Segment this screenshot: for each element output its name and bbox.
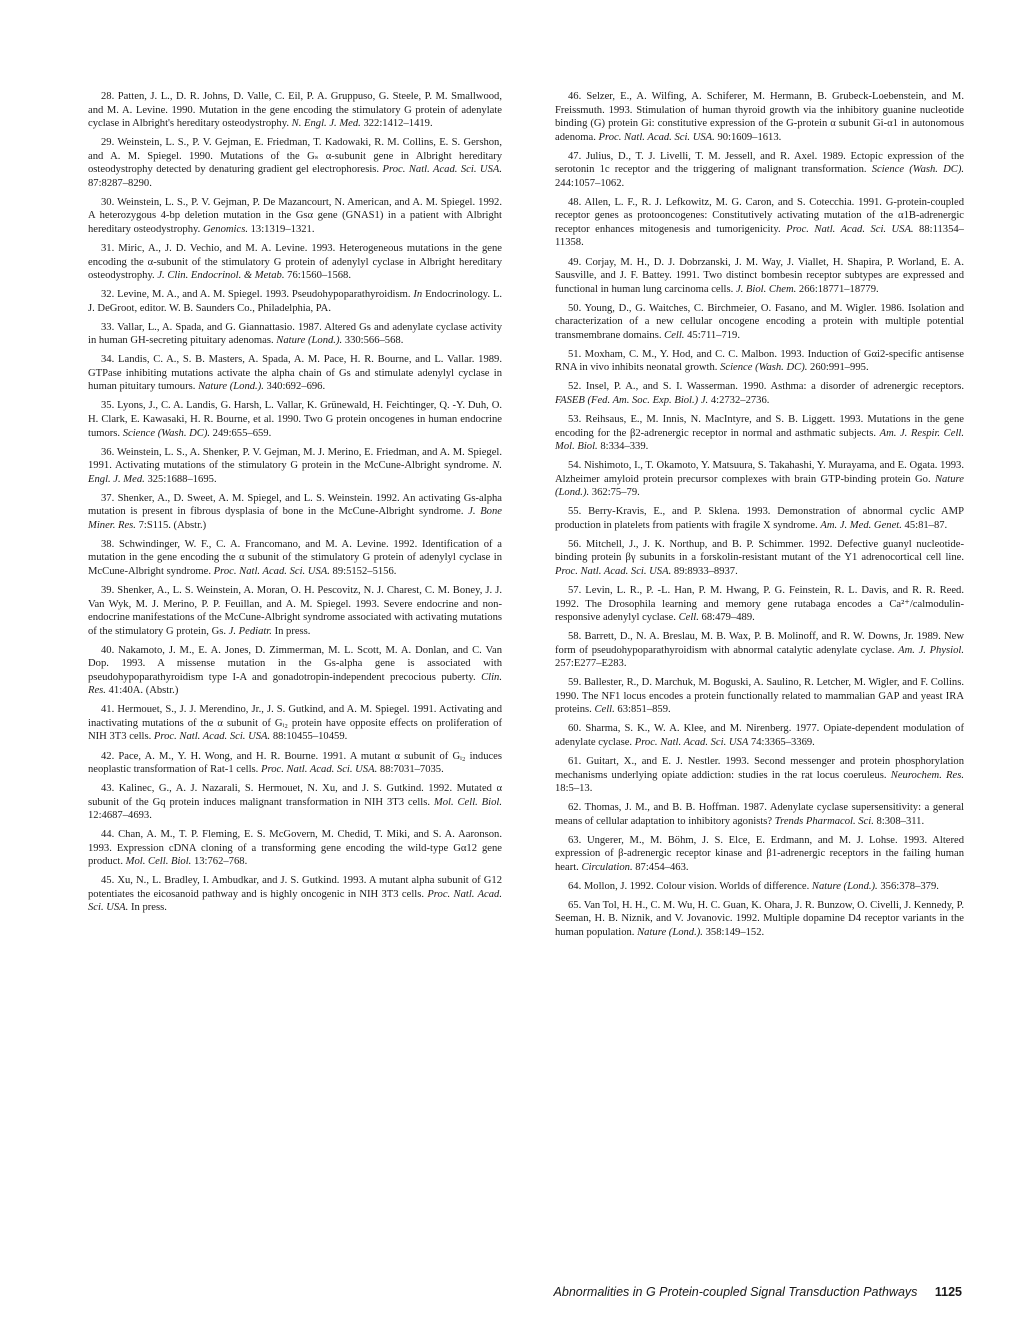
reference-citation: 88:10455–10459. bbox=[272, 731, 348, 743]
reference-number: 63 bbox=[568, 834, 579, 846]
reference-number: 41 bbox=[101, 704, 112, 716]
reference-journal: Proc. Natl. Acad. Sci. USA. bbox=[598, 131, 715, 143]
reference-citation: 90:1609–1613. bbox=[717, 131, 782, 143]
reference-citation: In press. bbox=[130, 902, 167, 914]
reference-citation: 87:454–463. bbox=[635, 861, 689, 873]
reference-entry: 32. Levine, M. A., and A. M. Spiegel. 1993. Pseudohypoparathyroidism. In Endocrinology. L. J. DeGroot, editor. W. B. Saunders Co., Philadelphia, PA. bbox=[88, 289, 502, 314]
reference-number: 33 bbox=[101, 321, 112, 333]
reference-citation: 330:566–568. bbox=[344, 335, 404, 347]
reference-number: 50 bbox=[568, 302, 579, 314]
reference-entry: 28. Patten, J. L., D. R. Johns, D. Valle, C. Eil, P. A. Gruppuso, G. Steele, P. M. Smallwood, and M. A. Levine. 1990. Mutation in the gene encoding the stimulatory G protein of adenylate cyclase in Albright's hereditary osteodystrophy. N. Engl. J. Med. 322:1412–1419. bbox=[88, 91, 502, 130]
reference-citation: 244:1057–1062. bbox=[555, 177, 625, 189]
reference-text: Ballester, R., D. Marchuk, M. Boguski, A. Saulino, R. Letcher, M. Wigler, and F. Collins. 1990. The NF1 locus encodes a protein functionally related to mammalian GAP and yeast IRA proteins. bbox=[555, 677, 965, 716]
reference-journal: Proc. Natl. Acad. Sci. USA. bbox=[555, 565, 672, 577]
reference-text: Barrett, D., N. A. Breslau, M. B. Wax, P. B. Molinoff, and R. W. Downs, Jr. 1989. New form of pseudohypoparathyroidism with abnormal catalytic adenylate cyclase. bbox=[555, 631, 964, 656]
reference-journal: Nature (Lond.). bbox=[637, 927, 703, 939]
reference-text: Young, D., G. Waitches, C. Birchmeier, O. Fasano, and M. Wigler. 1986. Isolation and characterization of a new cellular oncogene encoding a protein with multiple potential transmembrane domains. bbox=[555, 302, 964, 341]
reference-entry: 58. Barrett, D., N. A. Breslau, M. B. Wax, P. B. Molinoff, and R. W. Downs, Jr. 1989. New form of pseudohypoparathyroidism with abnormal catalytic adenylate cyclase. Am. J. Physiol. 257:E277–E283. bbox=[555, 631, 964, 670]
reference-text: Weinstein, L. S., P. V. Gejman, E. Friedman, T. Kadowaki, R. M. Collins, E. S. Gershon, and A. M. Spiegel. 1990. Mutations of the Gₛ α-subunit gene in Albright hereditary osteodystrophy detected by denaturing gradient gel electrophoresis. bbox=[88, 137, 502, 176]
reference-journal: N. Engl. J. Med. bbox=[88, 460, 502, 485]
reference-journal: Proc. Natl. Acad. Sci. USA. bbox=[153, 731, 271, 743]
reference-entry: 53. Reihsaus, E., M. Innis, N. MacIntyre, and S. B. Liggett. 1993. Mutations in the gene encoding for the β2-adrenergic receptor in normal and asthmatic subjects. Am. J. Respir. Cell. Mol. Biol. 8:334–339. bbox=[555, 413, 965, 453]
reference-text: Insel, P. A., and S. I. Wasserman. 1990. Asthma: a disorder of adrenergic receptors. bbox=[585, 381, 964, 393]
reference-citation: Endocrinology. L. J. DeGroot, editor. W. B. Saunders Co., Philadelphia, PA. bbox=[88, 289, 502, 314]
reference-journal: Proc. Natl. Acad. Sci. USA bbox=[634, 736, 749, 748]
reference-journal: Cell. bbox=[594, 704, 615, 716]
reference-journal: Science (Wash. DC). bbox=[122, 427, 211, 439]
reference-number: 61 bbox=[568, 756, 579, 768]
reference-entry: 44. Chan, A. M., T. P. Fleming, E. S. McGovern, M. Chedid, T. Miki, and S. A. Aaronson. 1993. Expression cDNA cloning of a transforming gene encoding the wild-type Gα12 gene product. Mol. Cell. Biol. 13:762–768. bbox=[88, 829, 502, 868]
reference-journal: Cell. bbox=[664, 329, 685, 341]
reference-entry: 39. Shenker, A., L. S. Weinstein, A. Moran, O. H. Pescovitz, N. J. Charest, C. M. Boney, J. J. Van Wyk, M. J. Merino, P. P. Feuillan, and A. M. Spiegel. 1993. Severe endocrine and non-endocrine manifestations of the McCune-Albright syndrome associated with activating mutations of the stimulatory G protein, Gs. J. Pediatr. In press. bbox=[88, 585, 502, 637]
reference-citation: 74:3365–3369. bbox=[750, 736, 815, 748]
reference-entry: 57. Levin, L. R., P. -L. Han, P. M. Hwang, P. G. Feinstein, R. L. Davis, and R. R. Reed. 1992. The Drosophila learning and memory gene rutabaga encodes a Ca²⁺/calmodulin-responsive adenylyl cyclase. Cell. 68:479–489. bbox=[555, 585, 964, 624]
reference-text: Lyons, J., C. A. Landis, G. Harsh, L. Vallar, K. Grünewald, H. Feichtinger, Q. -Y. Duh, O. H. Clark, E. Kawasaki, H. R. Bourne, et al. 1990. Two G protein oncogenes in human endocrine tumors. bbox=[88, 400, 502, 439]
reference-text: Van Tol, H. H., C. M. Wu, H. C. Guan, K. Ohara, J. R. Bunzow, O. Civelli, J. Kennedy, P. Seeman, H. B. Niznik, and V. Jovanovic. 1992. Multiple dopamine D4 receptor variants in the human population. bbox=[555, 899, 964, 939]
reference-number: 36 bbox=[101, 446, 112, 458]
reference-number: 39 bbox=[101, 585, 112, 596]
reference-entry: 41. Hermouet, S., J. J. Merendino, Jr., J. S. Gutkind, and A. M. Spiegel. 1991. Activating and inactivating mutations of the α subunit of Gᵢ₂ protein have opposite effects on proliferation of NIH 3T3 cells. Proc. Natl. Acad. Sci. USA. 88:10455–10459. bbox=[88, 704, 502, 743]
reference-journal: Science (Wash. DC). bbox=[871, 164, 965, 176]
reference-number: 48 bbox=[568, 196, 579, 208]
reference-journal: Nature (Lond.). bbox=[198, 381, 264, 393]
reference-citation: In press. bbox=[274, 625, 311, 637]
reference-journal: Mol. Cell. Biol. bbox=[433, 796, 502, 808]
page-number: 1125 bbox=[934, 1285, 962, 1299]
reference-text: Kalinec, G., A. J. Nazarali, S. Hermouet, N. Xu, and J. S. Gutkind. 1992. Mutated α subunit of the Gq protein induces malignant transformation in NIH 3T3 cells. bbox=[88, 783, 502, 808]
reference-entry: 46. Selzer, E., A. Wilfing, A. Schiferer, M. Hermann, B. Grubeck-Loebenstein, and M. Freissmuth. 1993. Stimulation of human thyroid growth via the inhibitory guanine nucleotide binding (G) protein Gi: constitutive expression of the G-protein α subunit Gi-α1 in autonomous adenoma. Proc. Natl. Acad. Sci. USA. 90:1609–1613. bbox=[555, 91, 964, 143]
reference-journal: Nature (Lond.). bbox=[276, 335, 343, 347]
reference-column-right bbox=[555, 90, 964, 945]
reference-entry: 30. Weinstein, L. S., P. V. Gejman, P. De Mazancourt, N. American, and A. M. Spiegel. 1992. A heterozygous 4-bp deletion mutation in the Gsα gene (GNAS1) in a patient with Albright hereditary osteodystrophy. Genomics. 13:1319–1321. bbox=[88, 196, 502, 235]
running-footer-title: Abnormalities in G Protein-coupled Signal Transduction Pathways bbox=[553, 1285, 918, 1299]
reference-number: 47 bbox=[568, 150, 579, 162]
reference-journal: J. Clin. Endocrinol. & Metab. bbox=[157, 270, 285, 282]
reference-citation: 63:851–859. bbox=[617, 704, 671, 716]
reference-journal: Cell. bbox=[678, 612, 699, 624]
reference-number: 35 bbox=[101, 400, 112, 412]
reference-entry: 29. Weinstein, L. S., P. V. Gejman, E. Friedman, T. Kadowaki, R. M. Collins, E. S. Gershon, and A. M. Spiegel. 1990. Mutations of the Gₛ α-subunit gene in Albright hereditary osteodystrophy detected by denaturing gradient gel electrophoresis. Proc. Natl. Acad. Sci. USA. 87:8287–8290. bbox=[88, 137, 502, 189]
reference-entry: 34. Landis, C. A., S. B. Masters, A. Spada, A. M. Pace, H. R. Bourne, and L. Vallar. 1989. GTPase inhibiting mutations activate the alpha chain of Gs and stimulate adenylyl cyclase in human pituitary tumours. Nature (Lond.). 340:692–696. bbox=[88, 354, 502, 393]
reference-journal: J. Bone Miner. Res. bbox=[88, 506, 502, 531]
reference-number: 65 bbox=[568, 899, 579, 911]
reference-entry: 35. Lyons, J., C. A. Landis, G. Harsh, L. Vallar, K. Grünewald, H. Feichtinger, Q. -Y. Duh, O. H. Clark, E. Kawasaki, H. R. Bourne, et al. 1990. Two G protein oncogenes in human endocrine tumors. Science (Wash. DC). 249:655–659. bbox=[88, 400, 502, 439]
page-footer bbox=[554, 1285, 962, 1299]
reference-entry: 56. Mitchell, J., J. K. Northup, and B. P. Schimmer. 1992. Defective guanyl nucleotide-binding protein βγ subunits in a forskolin-resistant mutant of the Y1 adrenocortical cell line. Proc. Natl. Acad. Sci. USA. 89:8933–8937. bbox=[555, 538, 965, 577]
reference-entry: 33. Vallar, L., A. Spada, and G. Giannattasio. 1987. Altered Gs and adenylate cyclase activity in human GH-secreting pituitary adenomas. Nature (Lond.). 330:566–568. bbox=[88, 321, 502, 347]
reference-entry: 63. Ungerer, M., M. Böhm, J. S. Elce, E. Erdmann, and M. J. Lohse. 1993. Altered expression of β-adrenergic receptor kinase and β1-adrenergic receptors in the failing human heart. Circulation. 87:454–463. bbox=[555, 834, 964, 873]
reference-column-left bbox=[88, 90, 502, 921]
reference-entry: 59. Ballester, R., D. Marchuk, M. Boguski, A. Saulino, R. Letcher, M. Wigler, and F. Collins. 1990. The NF1 locus encodes a protein functionally related to mammalian GAP and yeast IRA proteins. Cell. 63:851–859. bbox=[555, 677, 965, 716]
reference-text: Mitchell, J., J. K. Northup, and B. P. Schimmer. 1992. Defective guanyl nucleotide-binding protein βγ subunits in a forskolin-resistant mutant of the Y1 adrenocortical cell line. bbox=[555, 538, 965, 564]
reference-citation: 340:692–696. bbox=[266, 381, 326, 393]
reference-entry: 62. Thomas, J. M., and B. B. Hoffman. 1987. Adenylate cyclase supersensitivity: a general means of cellular adaptation to inhibitory agonists? Trends Pharmacol. Sci. 8:308–311. bbox=[555, 802, 964, 827]
reference-citation: 266:18771–18779. bbox=[798, 283, 879, 295]
reference-entry: 45. Xu, N., L. Bradley, I. Ambudkar, and J. S. Gutkind. 1993. A mutant alpha subunit of G12 potentiates the eicosanoid pathway and is highly oncogenic in NIH 3T3 cells. Proc. Natl. Acad. Sci. USA. In press. bbox=[88, 875, 502, 914]
reference-text: Shenker, A., D. Sweet, A. M. Spiegel, and L. S. Weinstein. 1992. An activating Gs-alpha mutation is present in fibrous dysplasia of bone in the McCune-Albright syndrome. bbox=[88, 492, 502, 518]
reference-text: Weinstein, L. S., P. V. Gejman, P. De Mazancourt, N. American, and A. M. Spiegel. 1992. A heterozygous 4-bp deletion mutation in the Gsα gene (GNAS1) in a patient with Albright hereditary osteodystrophy. bbox=[88, 196, 502, 235]
reference-journal: In bbox=[413, 289, 423, 301]
reference-journal: Proc. Natl. Acad. Sci. USA. bbox=[261, 764, 378, 776]
reference-entry: 40. Nakamoto, J. M., E. A. Jones, D. Zimmerman, M. L. Scott, M. A. Donlan, and C. Van Dop. 1993. A missense mutation in the Gs-alpha gene is associated with pseudohypoparathyroidism type I-A and gonadotropin-independent precocious puberty. Clin. Res. 41:40A. (Abstr.) bbox=[88, 644, 503, 697]
reference-citation: 87:8287–8290. bbox=[88, 177, 152, 189]
reference-journal: Proc. Natl. Acad. Sci. USA. bbox=[213, 565, 330, 577]
reference-text: Schwindinger, W. F., C. A. Francomano, and M. A. Levine. 1992. Identification of a mutation in the gene encoding the α subunit of the stimulatory G protein of adenylyl cyclase in McCune-Albright syndrome. bbox=[88, 538, 503, 577]
reference-journal: Genomics. bbox=[202, 223, 248, 235]
reference-citation: 8:334–339. bbox=[600, 441, 649, 453]
reference-text: Ungerer, M., M. Böhm, J. S. Elce, E. Erdmann, and M. J. Lohse. 1993. Altered expression of β-adrenergic receptor kinase and β1-adrenergic receptors in the failing human heart. bbox=[555, 834, 964, 873]
reference-text: Patten, J. L., D. R. Johns, D. Valle, C. Eil, P. A. Gruppuso, G. Steele, P. M. Smallwood, and M. A. Levine. 1990. Mutation in the gene encoding the stimulatory G protein of adenylate cyclase in Albright's hereditary osteodystrophy. bbox=[88, 91, 502, 130]
reference-number: 52 bbox=[568, 381, 579, 393]
reference-text: Hermouet, S., J. J. Merendino, Jr., J. S. Gutkind, and A. M. Spiegel. 1991. Activating and inactivating mutations of the α subunit of Gᵢ₂ protein have opposite effects on proliferation of NIH 3T3 cells. bbox=[88, 704, 502, 743]
reference-text: Guitart, X., and E. J. Nestler. 1993. Second messenger and protein phosphorylation mechanisms underlying opiate addiction: studies in the rat locus coeruleus. bbox=[555, 756, 964, 781]
reference-entry: 60. Sharma, S. K., W. A. Klee, and M. Nirenberg. 1977. Opiate-dependent modulation of adenylate cyclase. Proc. Natl. Acad. Sci. USA 74:3365–3369. bbox=[555, 723, 964, 748]
reference-journal: Proc. Natl. Acad. Sci. USA. bbox=[382, 164, 502, 176]
reference-journal: Proc. Natl. Acad. Sci. USA. bbox=[786, 223, 914, 235]
reference-text: Miric, A., J. D. Vechio, and M. A. Levine. 1993. Heterogeneous mutations in the gene encoding the α-subunit of the stimulatory G protein of adenylyl cyclase in Albright hereditary osteodystrophy. bbox=[88, 242, 503, 282]
reference-entry: 64. Mollon, J. 1992. Colour vision. Worlds of difference. Nature (Lond.). 356:378–379. bbox=[568, 880, 939, 892]
reference-text: Berry-Kravis, E., and P. Sklena. 1993. Demonstration of abnormal cyclic AMP production in platelets from patients with fragile X syndrome. bbox=[555, 506, 964, 531]
reference-number: 55 bbox=[568, 506, 579, 518]
reference-journal: J. Pediatr. bbox=[228, 625, 272, 637]
reference-citation: 260:991–995. bbox=[810, 362, 869, 374]
reference-entry: 42. Pace, A. M., Y. H. Wong, and H. R. Bourne. 1991. A mutant α subunit of Gᵢ₂ induces neoplastic transformation of Rat-1 cells. Proc. Natl. Acad. Sci. USA. 88:7031–7035. bbox=[88, 750, 503, 776]
reference-text: Allen, L. F., R. J. Lefkowitz, M. G. Caron, and S. Cotecchia. 1991. G-protein-coupled receptor genes as protooncogenes: Constitutively activating mutation of the α1B-adrenergic receptor enhances mitogenesis and tumorigenicity. bbox=[555, 196, 964, 235]
reference-text: Shenker, A., L. S. Weinstein, A. Moran, O. H. Pescovitz, N. J. Charest, C. M. Boney, J. J. Van Wyk, M. J. Merino, P. P. Feuillan, and A. M. Spiegel. 1993. Severe endocrine and non-endocrine manifestations of the McCune-Albright syndrome associated with activating mutations of the stimulatory G protein, Gs. bbox=[88, 585, 502, 637]
reference-citation: 45:81–87. bbox=[904, 519, 948, 531]
reference-number: 30 bbox=[101, 196, 112, 208]
reference-number: 34 bbox=[101, 354, 112, 366]
reference-entry: 36. Weinstein, L. S., A. Shenker, P. V. Gejman, M. J. Merino, E. Friedman, and A. M. Spiegel. 1991. Activating mutations of the stimulatory G protein in the McCune-Albright syndrome. N. Engl. J. Med. 325:1688–1695. bbox=[88, 446, 502, 485]
reference-journal: Am. J. Physiol. bbox=[898, 644, 964, 656]
reference-number: 51 bbox=[568, 348, 579, 360]
reference-journal: Science (Wash. DC). bbox=[720, 362, 808, 374]
reference-journal: N. Engl. J. Med. bbox=[291, 118, 361, 130]
reference-journal: Am. J. Respir. Cell. Mol. Biol. bbox=[555, 427, 964, 453]
reference-entry: 48. Allen, L. F., R. J. Lefkowitz, M. G. Caron, and S. Cotecchia. 1991. G-protein-coupled receptor genes as protooncogenes: Constitutively activating mutation of the α1B-adrenergic receptor enhances mitogenesis and tumorigenicity. Proc. Natl. Acad. Sci. USA. 88:11354–11358. bbox=[555, 196, 964, 249]
reference-citation: 45:711–719. bbox=[687, 329, 740, 341]
reference-number: 43 bbox=[101, 783, 112, 795]
reference-text: Sharma, S. K., W. A. Klee, and M. Nirenberg. 1977. Opiate-dependent modulation of adenylate cyclase. bbox=[555, 723, 964, 748]
reference-entry: 52. Insel, P. A., and S. I. Wasserman. 1990. Asthma: a disorder of adrenergic receptors. FASEB (Fed. Am. Soc. Exp. Biol.) J. 4:2732–2736. bbox=[555, 381, 964, 406]
reference-number: 31 bbox=[101, 242, 112, 254]
reference-text: Levine, M. A., and A. M. Spiegel. 1993. Pseudohypoparathyroidism. bbox=[117, 289, 411, 301]
reference-number: 28 bbox=[101, 91, 112, 102]
reference-citation: 12:4687–4693. bbox=[88, 810, 152, 822]
reference-number: 56 bbox=[568, 538, 579, 550]
reference-citation: 89:8933–8937. bbox=[673, 565, 738, 577]
reference-text: Xu, N., L. Bradley, I. Ambudkar, and J. S. Gutkind. 1993. A mutant alpha subunit of G12 potentiates the eicosanoid pathway and is highly oncogenic in NIH 3T3 cells. bbox=[88, 875, 502, 900]
reference-citation: 76:1560–1568. bbox=[287, 270, 351, 282]
reference-number: 58 bbox=[568, 631, 579, 643]
reference-journal: Clin. Res. bbox=[88, 671, 502, 697]
reference-entry: 65. Van Tol, H. H., C. M. Wu, H. C. Guan, K. Ohara, J. R. Bunzow, O. Civelli, J. Kennedy, P. Seeman, H. B. Niznik, and V. Jovanovic. 1992. Multiple dopamine D4 receptor variants in the human population. Nature (Lond.). 358:149–152. bbox=[555, 899, 964, 939]
reference-entry: 50. Young, D., G. Waitches, C. Birchmeier, O. Fasano, and M. Wigler. 1986. Isolation and characterization of a new cellular oncogene encoding a protein with multiple potential transmembrane domains. Cell. 45:711–719. bbox=[555, 302, 964, 341]
reference-number: 53 bbox=[568, 413, 579, 425]
reference-number: 32 bbox=[101, 289, 112, 301]
reference-citation: 249:655–659. bbox=[212, 427, 272, 439]
reference-citation: 8:308–311. bbox=[876, 815, 925, 827]
reference-citation: 356:378–379. bbox=[880, 880, 939, 892]
reference-text: Nakamoto, J. M., E. A. Jones, D. Zimmerman, M. L. Scott, M. A. Donlan, and C. Van Dop. 1993. A missense mutation in the Gs-alpha gene is associated with pseudohypoparathyroidism type I-A and gonadotropin-independent precocious puberty. bbox=[88, 644, 503, 683]
reference-number: 46 bbox=[568, 91, 579, 102]
reference-journal: Neurochem. Res. bbox=[890, 769, 964, 781]
reference-text: Vallar, L., A. Spada, and G. Giannattasio. 1987. Altered Gs and adenylate cyclase activity in human GH-secreting pituitary adenomas. bbox=[88, 321, 502, 347]
reference-text: Weinstein, L. S., A. Shenker, P. V. Gejman, M. J. Merino, E. Friedman, and A. M. Spiegel. 1991. Activating mutations of the stimulatory G protein in the McCune-Albright syndrome. bbox=[88, 446, 502, 472]
reference-journal: Trends Pharmacol. Sci. bbox=[774, 815, 874, 827]
reference-text: Mollon, J. 1992. Colour vision. Worlds of difference. bbox=[583, 880, 810, 892]
reference-entry: 37. Shenker, A., D. Sweet, A. M. Spiegel, and L. S. Weinstein. 1992. An activating Gs-alpha mutation is present in fibrous dysplasia of bone in the McCune-Albright syndrome. J. Bone Miner. Res. 7:S115. (Abstr.) bbox=[88, 492, 502, 531]
reference-number: 62 bbox=[568, 802, 579, 814]
reference-citation: 4:2732–2736. bbox=[710, 394, 770, 406]
reference-citation: 362:75–79. bbox=[591, 487, 640, 499]
reference-entry: 31. Miric, A., J. D. Vechio, and M. A. Levine. 1993. Heterogeneous mutations in the gene encoding the α-subunit of the stimulatory G protein of adenylyl cyclase in Albright hereditary osteodystrophy. J. Clin. Endocrinol. & Metab. 76:1560–1568. bbox=[88, 242, 503, 282]
reference-text: Corjay, M. H., D. J. Dobrzanski, J. M. Way, J. Viallet, H. Shapira, P. Worland, E. A. Sausville, and J. F. Battey. 1991. Two distinct bombesin receptor subtypes are expressed and functional in human lung carcinoma cells. bbox=[555, 256, 964, 295]
reference-citation: 13:762–768. bbox=[193, 856, 248, 868]
reference-number: 64 bbox=[568, 880, 579, 892]
reference-citation: 257:E277–E283. bbox=[555, 658, 627, 670]
reference-journal: J. Biol. Chem. bbox=[735, 283, 797, 295]
reference-number: 54 bbox=[568, 460, 579, 472]
reference-number: 59 bbox=[568, 677, 579, 689]
reference-number: 45 bbox=[101, 875, 112, 887]
reference-text: Selzer, E., A. Wilfing, A. Schiferer, M. Hermann, B. Grubeck-Loebenstein, and M. Freissmuth. 1993. Stimulation of human thyroid growth via the inhibitory guanine nucleotide binding (G) protein Gi: constitutive expression of the G-protein α subunit Gi-α1 in autonomous adenoma. bbox=[555, 91, 964, 143]
reference-entry: 54. Nishimoto, I., T. Okamoto, Y. Matsuura, S. Takahashi, Y. Murayama, and E. Ogata. 1993. Alzheimer amyloid protein precursor complexes with brain GTP-binding protein Go. Nature (Lond.). 362:75–79. bbox=[555, 460, 964, 499]
reference-journal: Mol. Cell. Biol. bbox=[125, 856, 192, 868]
reference-citation: 18:5–13. bbox=[555, 783, 593, 795]
reference-journal: Circulation. bbox=[581, 861, 633, 873]
reference-entry: 61. Guitart, X., and E. J. Nestler. 1993. Second messenger and protein phosphorylation mechanisms underlying opiate addiction: studies in the rat locus coeruleus. Neurochem. Res. 18:5–13. bbox=[555, 756, 964, 795]
reference-number: 29 bbox=[101, 137, 112, 149]
reference-citation: 88:11354–11358. bbox=[555, 223, 964, 249]
reference-citation: 13:1319–1321. bbox=[250, 223, 315, 235]
reference-text: Julius, D., T. J. Livelli, T. M. Jessell, and R. Axel. 1989. Ectopic expression of the serotonin 1c receptor and the triggering of malignant transformation. bbox=[555, 150, 965, 176]
reference-citation: 358:149–152. bbox=[705, 927, 765, 939]
reference-journal: Am. J. Med. Genet. bbox=[820, 519, 902, 531]
reference-entry: 38. Schwindinger, W. F., C. A. Francomano, and M. A. Levine. 1992. Identification of a mutation in the gene encoding the α subunit of the stimulatory G protein of adenylyl cyclase in McCune-Albright syndrome. Proc. Natl. Acad. Sci. USA. 89:5152–5156. bbox=[88, 538, 503, 577]
reference-number: 49 bbox=[568, 256, 579, 268]
reference-citation: 322:1412–1419. bbox=[363, 118, 433, 130]
reference-number: 44 bbox=[101, 829, 112, 841]
reference-number: 57 bbox=[568, 585, 579, 596]
reference-text: Chan, A. M., T. P. Fleming, E. S. McGovern, M. Chedid, T. Miki, and S. A. Aaronson. 1993. Expression cDNA cloning of a transforming gene encoding the wild-type Gα12 gene product. bbox=[88, 829, 502, 868]
reference-number: 42 bbox=[101, 750, 112, 762]
reference-number: 38 bbox=[101, 538, 112, 550]
reference-citation: 41:40A. (Abstr.) bbox=[108, 685, 179, 697]
reference-text: Reihsaus, E., M. Innis, N. MacIntyre, and S. B. Liggett. 1993. Mutations in the gene encoding for the β2-adrenergic receptor in normal and asthmatic subjects. bbox=[555, 413, 965, 439]
reference-journal: Proc. Natl. Acad. Sci. USA. bbox=[88, 888, 502, 914]
reference-citation: 88:7031–7035. bbox=[379, 764, 444, 776]
reference-entry: 49. Corjay, M. H., D. J. Dobrzanski, J. M. Way, J. Viallet, H. Shapira, P. Worland, E. A. Sausville, and J. F. Battey. 1991. Two distinct bombesin receptor subtypes are expressed and functional in human lung carcinoma cells. J. Biol. Chem. 266:18771–18779. bbox=[555, 256, 964, 295]
reference-number: 40 bbox=[101, 644, 112, 656]
reference-entry: 47. Julius, D., T. J. Livelli, T. M. Jessell, and R. Axel. 1989. Ectopic expression of the serotonin 1c receptor and the triggering of malignant transformation. Science (Wash. DC). 244:1057–1062. bbox=[555, 150, 965, 189]
reference-text: Nishimoto, I., T. Okamoto, Y. Matsuura, S. Takahashi, Y. Murayama, and E. Ogata. 1993. Alzheimer amyloid protein precursor complexes with brain GTP-binding protein Go. bbox=[555, 460, 964, 485]
reference-entry: 51. Moxham, C. M., Y. Hod, and C. C. Malbon. 1993. Induction of Gαi2-specific antisense RNA in vivo inhibits neonatal growth. Science (Wash. DC). 260:991–995. bbox=[555, 348, 965, 374]
reference-citation: 7:S115. (Abstr.) bbox=[138, 519, 207, 531]
reference-text: Levin, L. R., P. -L. Han, P. M. Hwang, P. G. Feinstein, R. L. Davis, and R. R. Reed. 1992. The Drosophila learning and memory gene rutabaga encodes a Ca²⁺/calmodulin-responsive adenylyl cyclase. bbox=[555, 585, 964, 624]
reference-text: Moxham, C. M., Y. Hod, and C. C. Malbon. 1993. Induction of Gαi2-specific antisense RNA in vivo inhibits neonatal growth. bbox=[555, 348, 965, 374]
reference-text: Pace, A. M., Y. H. Wong, and H. R. Bourne. 1991. A mutant α subunit of Gᵢ₂ induces neoplastic transformation of Rat-1 cells. bbox=[88, 750, 503, 776]
reference-citation: 89:5152–5156. bbox=[332, 565, 397, 577]
reference-entry: 55. Berry-Kravis, E., and P. Sklena. 1993. Demonstration of abnormal cyclic AMP production in platelets from patients with fragile X syndrome. Am. J. Med. Genet. 45:81–87. bbox=[555, 506, 964, 531]
reference-entry: 43. Kalinec, G., A. J. Nazarali, S. Hermouet, N. Xu, and J. S. Gutkind. 1992. Mutated α subunit of the Gq protein induces malignant transformation in NIH 3T3 cells. Mol. Cell. Biol. 12:4687–4693. bbox=[88, 783, 502, 822]
reference-journal: Nature (Lond.). bbox=[555, 473, 964, 499]
reference-citation: 68:479–489. bbox=[701, 612, 755, 624]
reference-number: 37 bbox=[101, 492, 112, 504]
reference-number: 60 bbox=[568, 723, 579, 735]
reference-text: Landis, C. A., S. B. Masters, A. Spada, A. M. Pace, H. R. Bourne, and L. Vallar. 1989. GTPase inhibiting mutations activate the alpha chain of Gs and stimulate adenylyl cyclase in human pituitary tumours. bbox=[88, 354, 502, 393]
reference-journal: Nature (Lond.). bbox=[811, 880, 878, 892]
reference-citation: 325:1688–1695. bbox=[147, 473, 217, 485]
reference-text: Thomas, J. M., and B. B. Hoffman. 1987. Adenylate cyclase supersensitivity: a general means of cellular adaptation to inhibitory agonists? bbox=[555, 802, 964, 827]
reference-journal: FASEB (Fed. Am. Soc. Exp. Biol.) J. bbox=[555, 394, 709, 406]
